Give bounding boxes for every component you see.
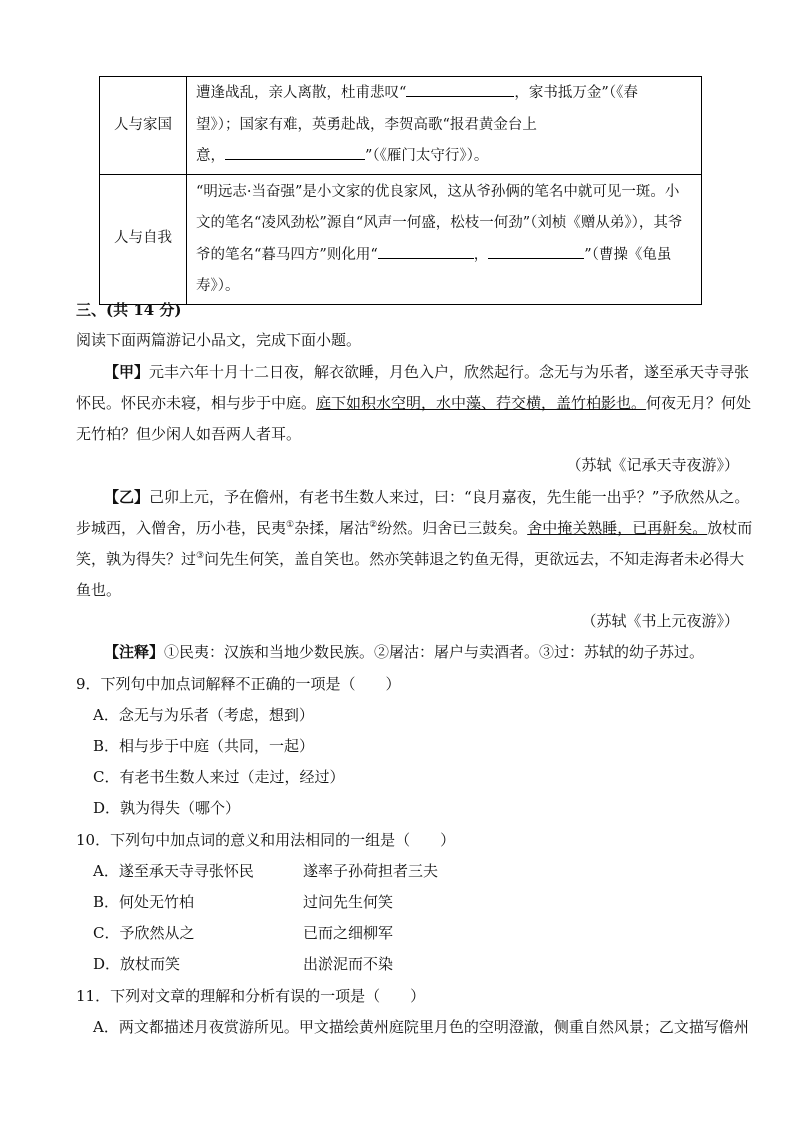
question-10-stem: 10．下列句中加点词的意义和用法相同的一组是（ ） [76, 831, 456, 849]
footnote-marker: ③ [196, 551, 205, 561]
table-row [100, 77, 702, 175]
passage-a-line: 【甲】元丰六年十月十二日夜，解衣欲睡，月色入户，欣然起行。念无与为乐者，遂至承天寺寻张 [104, 363, 750, 381]
footnote-marker: ① [286, 520, 295, 530]
question-9-option[interactable]: A．念无与为乐者（考虑，想到） [93, 706, 314, 724]
passage-b-source: （苏轼《书上元夜游》） [581, 612, 739, 630]
answer-blank[interactable] [406, 78, 514, 97]
question-10-option-pair: 出淤泥而不染 [303, 955, 394, 973]
question-10-option[interactable]: B．何处无竹柏 [93, 893, 195, 911]
question-9-stem: 9．下列句中加点词解释不正确的一项是（ ） [76, 675, 401, 693]
passage-tag: 【乙】 [104, 488, 150, 506]
section-instruction: 阅读下面两篇游记小品文，完成下面小题。 [76, 331, 362, 349]
answer-blank[interactable] [225, 141, 365, 160]
underlined-sentence: 庭下如积水空明，水中藻、荇交横，盖竹柏影也。 [316, 394, 647, 412]
passage-a-line: 怀民。怀民亦未寝，相与步于中庭。庭下如积水空明，水中藻、荇交横，盖竹柏影也。何夜无月？何处 [76, 394, 752, 412]
row-label: 人与家国 [100, 77, 187, 175]
question-10-option-pair: 已而之细柳军 [303, 924, 394, 942]
passage-b-line: 笑，孰为得失？过③问先生何笑，盖自笑也。然亦笑韩退之钓鱼无得，更欲远去，不知走海者未必得大 [76, 550, 745, 568]
passage-b-line: 鱼也。 [76, 581, 122, 599]
question-9-option[interactable]: B．相与步于中庭（共同，一起） [93, 737, 315, 755]
question-9-option[interactable]: C．有老书生数人来过（走过，经过） [93, 768, 345, 786]
question-11-option[interactable]: A．两文都描述月夜赏游所见。甲文描绘黄州庭院里月色的空明澄澈，侧重自然风景；乙文描写儋州 [93, 1018, 749, 1036]
question-10-option[interactable]: A．遂至承天寺寻张怀民 [93, 862, 254, 880]
table-row [100, 174, 702, 304]
question-10-option-pair: 遂率子孙荷担者三夫 [303, 862, 439, 880]
question-9-option[interactable]: D．孰为得失（哪个） [93, 799, 241, 817]
passage-b-line: 步城西，入僧舍，历小巷，民夷①杂揉，屠沽②纷然。归舍已三鼓矣。舍中掩关熟睡，已再鼾矣。放杖而 [76, 519, 753, 537]
passage-b-line: 【乙】己卯上元，予在儋州，有老书生数人来过，曰：“良月嘉夜，先生能一出乎？”予欣然从之。 [104, 488, 750, 506]
passage-tag: 【甲】 [104, 363, 150, 381]
question-10-option[interactable]: C．予欣然从之 [93, 924, 195, 942]
notes-tag: 【注释】 [104, 643, 165, 661]
question-10-option[interactable]: D．放杖而笑 [93, 955, 181, 973]
row-content: 遭逢战乱，亲人离散，杜甫悲叹“ ，家书抵万金”（《春 望》）；国家有难，英勇赴战，李贺高歌“报君黄金台上 意， ”（《雁门太守行》）。 [187, 77, 702, 175]
answer-blank[interactable] [378, 240, 474, 259]
answer-blank[interactable] [488, 240, 584, 259]
passage-a-source: （苏轼《记承天寺夜游》） [566, 456, 739, 474]
section-heading: 三、(共 14 分) [76, 301, 182, 319]
question-10-option-pair: 过问先生何笑 [303, 893, 394, 911]
notes-line: 【注释】①民夷：汉族和当地少数民族。②屠沽：屠户与卖酒者。③过：苏轼的幼子苏过。 [104, 643, 705, 661]
question-11-stem: 11．下列对文章的理解和分析有误的一项是（ ） [76, 987, 426, 1005]
passage-a-line: 无竹柏？但少闲人如吾两人者耳。 [76, 425, 302, 443]
footnote-marker: ② [369, 520, 378, 530]
theme-table [99, 76, 702, 305]
underlined-sentence: 舍中掩关熟睡，已再鼾矣。 [527, 519, 708, 537]
row-label: 人与自我 [100, 174, 187, 304]
row-content: “明远志·当奋强”是小文家的优良家风，这从爷孙俩的笔名中就可见一斑。小 文的笔名“凌风劲松”源自“风声一何盛，松枝一何劲”（刘桢《赠从弟》），其爷 爷的笔名“暮马四方”则化用“ ， ”（曹操《龟虽 寿》）。 [187, 174, 702, 304]
